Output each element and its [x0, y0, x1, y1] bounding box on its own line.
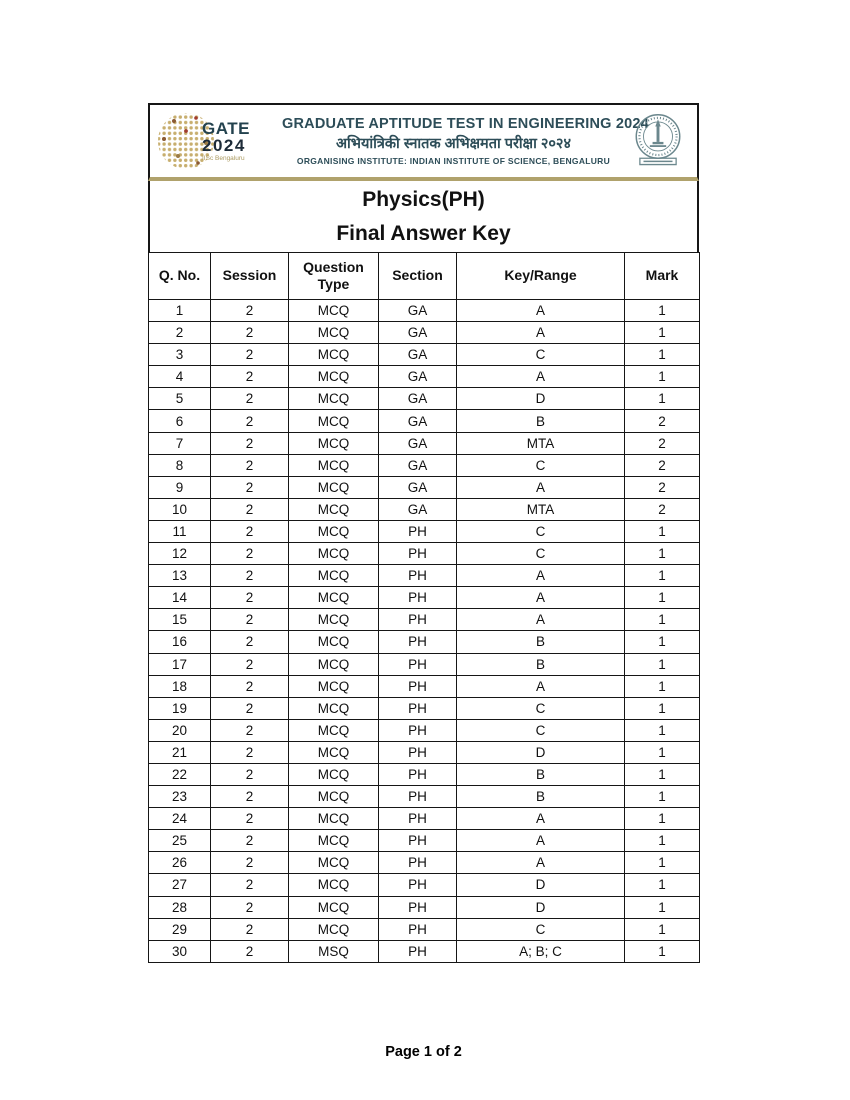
table-row [149, 410, 700, 432]
table-cell: 2 [211, 388, 289, 410]
table-cell: GA [379, 344, 457, 366]
table-cell: 10 [149, 498, 211, 520]
table-row [149, 786, 700, 808]
table-row [149, 763, 700, 785]
table-cell: 20 [149, 719, 211, 741]
table-cell: A [457, 609, 625, 631]
table-cell: C [457, 454, 625, 476]
table-row [149, 587, 700, 609]
table-cell: 2 [211, 940, 289, 962]
table-row [149, 565, 700, 587]
table-cell: 1 [625, 388, 700, 410]
table-row [149, 543, 700, 565]
table-cell: 2 [625, 476, 700, 498]
table-cell: 1 [625, 300, 700, 322]
table-cell: A [457, 830, 625, 852]
table-cell: GA [379, 410, 457, 432]
table-cell: 14 [149, 587, 211, 609]
gate-logo-subtitle: IISc Bengaluru [202, 154, 245, 162]
table-cell: PH [379, 786, 457, 808]
table-cell: MCQ [289, 697, 379, 719]
table-cell: 15 [149, 609, 211, 631]
table-cell: MCQ [289, 476, 379, 498]
table-cell: 1 [625, 366, 700, 388]
table-cell: PH [379, 808, 457, 830]
table-cell: 2 [211, 454, 289, 476]
table-cell: PH [379, 874, 457, 896]
table-cell: C [457, 520, 625, 542]
table-cell: 2 [211, 808, 289, 830]
table-cell: 2 [211, 675, 289, 697]
table-cell: MCQ [289, 543, 379, 565]
table-cell: 2 [211, 476, 289, 498]
table-cell: MCQ [289, 322, 379, 344]
table-cell: MCQ [289, 763, 379, 785]
table-row [149, 808, 700, 830]
answer-key-table-body [149, 300, 700, 963]
table-header-row [149, 253, 700, 300]
table-cell: 2 [211, 498, 289, 520]
table-cell: 17 [149, 653, 211, 675]
table-cell: GA [379, 366, 457, 388]
table-cell: A [457, 476, 625, 498]
table-cell: A [457, 808, 625, 830]
table-cell: MCQ [289, 565, 379, 587]
table-cell: MSQ [289, 940, 379, 962]
table-row [149, 896, 700, 918]
table-cell: 1 [625, 631, 700, 653]
table-cell: D [457, 896, 625, 918]
table-cell: MCQ [289, 852, 379, 874]
table-row [149, 498, 700, 520]
table-cell: MTA [457, 498, 625, 520]
answer-key-document [148, 103, 699, 963]
answer-key-table [148, 252, 700, 963]
exam-title: GRADUATE APTITUDE TEST IN ENGINEERING 2024 [282, 116, 649, 132]
page-number: Page 1 of 2 [385, 1044, 462, 1060]
table-cell: 1 [625, 609, 700, 631]
column-header-session: Session [211, 253, 289, 300]
table-cell: 28 [149, 896, 211, 918]
table-cell: D [457, 388, 625, 410]
table-cell: MCQ [289, 587, 379, 609]
table-row [149, 609, 700, 631]
table-cell: 1 [625, 520, 700, 542]
exam-title-hindi: अभियांत्रिकी स्नातक अभिक्षमता परीक्षा २०२४ [335, 136, 572, 152]
table-row [149, 653, 700, 675]
table-cell: PH [379, 852, 457, 874]
table-cell: 30 [149, 940, 211, 962]
table-cell: 2 [211, 609, 289, 631]
table-cell: 2 [211, 653, 289, 675]
table-cell: PH [379, 697, 457, 719]
table-cell: MCQ [289, 653, 379, 675]
table-cell: A [457, 675, 625, 697]
answer-key-table-head [149, 253, 700, 300]
table-cell: 2 [211, 410, 289, 432]
table-cell: D [457, 874, 625, 896]
table-row [149, 432, 700, 454]
table-row [149, 874, 700, 896]
table-cell: 2 [211, 587, 289, 609]
column-header-mark: Mark [625, 253, 700, 300]
gate-2024-logo [156, 109, 278, 173]
table-cell: C [457, 344, 625, 366]
table-cell: 2 [211, 741, 289, 763]
table-cell: 2 [211, 896, 289, 918]
table-cell: 2 [211, 874, 289, 896]
table-cell: 1 [625, 763, 700, 785]
table-cell: 2 [149, 322, 211, 344]
table-cell: 2 [211, 631, 289, 653]
table-row [149, 300, 700, 322]
table-cell: 3 [149, 344, 211, 366]
column-header-qtype: Question Type [289, 253, 379, 300]
table-cell: 2 [211, 432, 289, 454]
table-cell: B [457, 786, 625, 808]
table-cell: GA [379, 432, 457, 454]
table-cell: 4 [149, 366, 211, 388]
table-cell: MCQ [289, 410, 379, 432]
table-cell: B [457, 653, 625, 675]
table-cell: 29 [149, 918, 211, 940]
table-cell: PH [379, 896, 457, 918]
table-cell: 19 [149, 697, 211, 719]
gate-logo-title: GATE [202, 118, 250, 138]
table-cell: 8 [149, 454, 211, 476]
table-cell: PH [379, 719, 457, 741]
table-cell: PH [379, 520, 457, 542]
table-cell: 2 [625, 498, 700, 520]
table-cell: 2 [211, 918, 289, 940]
table-cell: PH [379, 587, 457, 609]
table-cell: GA [379, 454, 457, 476]
table-row [149, 918, 700, 940]
table-cell: 7 [149, 432, 211, 454]
table-cell: 5 [149, 388, 211, 410]
table-cell: GA [379, 498, 457, 520]
table-cell: PH [379, 543, 457, 565]
document-title-block [148, 181, 699, 252]
table-cell: 1 [625, 852, 700, 874]
table-cell: MCQ [289, 918, 379, 940]
organising-institute-line: ORGANISING INSTITUTE: INDIAN INSTITUTE OF SCIENCE, BENGALURU [296, 156, 611, 166]
table-cell: MCQ [289, 896, 379, 918]
table-cell: B [457, 763, 625, 785]
table-row [149, 830, 700, 852]
table-cell: MCQ [289, 631, 379, 653]
table-cell: MCQ [289, 609, 379, 631]
subject-title: Physics(PH) [362, 188, 485, 211]
table-cell: C [457, 918, 625, 940]
gate-logo-year: 2024 [202, 135, 246, 155]
table-row [149, 675, 700, 697]
table-cell: 1 [625, 543, 700, 565]
table-cell: 2 [211, 543, 289, 565]
table-cell: 2 [625, 410, 700, 432]
table-cell: PH [379, 940, 457, 962]
header-titles [282, 116, 649, 166]
table-row [149, 940, 700, 962]
table-cell: MCQ [289, 498, 379, 520]
column-header-section: Section [379, 253, 457, 300]
table-cell: 1 [625, 344, 700, 366]
table-row [149, 852, 700, 874]
table-row [149, 366, 700, 388]
table-cell: 9 [149, 476, 211, 498]
table-cell: GA [379, 388, 457, 410]
table-row [149, 631, 700, 653]
table-cell: 23 [149, 786, 211, 808]
table-row [149, 697, 700, 719]
table-cell: 16 [149, 631, 211, 653]
table-cell: MCQ [289, 786, 379, 808]
table-cell: 2 [211, 300, 289, 322]
table-cell: 27 [149, 874, 211, 896]
table-cell: A; B; C [457, 940, 625, 962]
table-cell: MCQ [289, 874, 379, 896]
table-cell: PH [379, 675, 457, 697]
column-header-qno: Q. No. [149, 253, 211, 300]
table-cell: 2 [211, 763, 289, 785]
table-cell: PH [379, 763, 457, 785]
table-cell: 1 [625, 896, 700, 918]
table-cell: GA [379, 476, 457, 498]
table-cell: GA [379, 322, 457, 344]
table-cell: 2 [211, 520, 289, 542]
table-cell: MCQ [289, 520, 379, 542]
table-row [149, 454, 700, 476]
table-cell: C [457, 697, 625, 719]
table-cell: MCQ [289, 741, 379, 763]
table-cell: 1 [625, 874, 700, 896]
table-cell: 2 [211, 366, 289, 388]
table-cell: 1 [625, 697, 700, 719]
table-cell: A [457, 565, 625, 587]
table-cell: 1 [625, 322, 700, 344]
table-cell: MCQ [289, 432, 379, 454]
gate-logo-text [202, 120, 250, 163]
table-cell: 2 [211, 852, 289, 874]
table-cell: MCQ [289, 830, 379, 852]
table-cell: A [457, 366, 625, 388]
table-cell: 18 [149, 675, 211, 697]
table-cell: 1 [625, 786, 700, 808]
table-cell: MCQ [289, 344, 379, 366]
table-cell: PH [379, 609, 457, 631]
table-cell: MCQ [289, 366, 379, 388]
table-cell: 1 [625, 675, 700, 697]
table-cell: A [457, 852, 625, 874]
table-cell: D [457, 741, 625, 763]
table-cell: 6 [149, 410, 211, 432]
table-cell: 1 [625, 719, 700, 741]
table-cell: 26 [149, 852, 211, 874]
table-cell: 2 [211, 322, 289, 344]
table-cell: 2 [211, 830, 289, 852]
table-cell: 12 [149, 543, 211, 565]
table-cell: A [457, 587, 625, 609]
table-row [149, 388, 700, 410]
table-cell: PH [379, 918, 457, 940]
table-cell: 21 [149, 741, 211, 763]
table-cell: 2 [211, 697, 289, 719]
table-cell: B [457, 410, 625, 432]
table-cell: 1 [625, 918, 700, 940]
table-cell: MCQ [289, 388, 379, 410]
table-cell: MCQ [289, 808, 379, 830]
table-cell: MCQ [289, 300, 379, 322]
table-cell: C [457, 719, 625, 741]
table-row [149, 741, 700, 763]
table-cell: GA [379, 300, 457, 322]
table-cell: PH [379, 741, 457, 763]
table-cell: PH [379, 565, 457, 587]
table-row [149, 719, 700, 741]
table-cell: PH [379, 631, 457, 653]
document-header [148, 103, 699, 181]
table-row [149, 476, 700, 498]
table-cell: 11 [149, 520, 211, 542]
table-cell: 24 [149, 808, 211, 830]
table-cell: 1 [625, 653, 700, 675]
table-cell: PH [379, 830, 457, 852]
table-cell: 1 [625, 565, 700, 587]
table-cell: 1 [625, 587, 700, 609]
table-cell: 1 [625, 741, 700, 763]
table-cell: 1 [149, 300, 211, 322]
table-cell: B [457, 631, 625, 653]
table-cell: 1 [625, 808, 700, 830]
table-cell: MTA [457, 432, 625, 454]
table-cell: 2 [625, 432, 700, 454]
table-cell: 25 [149, 830, 211, 852]
table-row [149, 520, 700, 542]
table-cell: A [457, 300, 625, 322]
table-cell: 2 [211, 719, 289, 741]
iisc-seal-icon [629, 111, 687, 171]
table-cell: 2 [211, 786, 289, 808]
table-cell: 2 [211, 565, 289, 587]
table-cell: PH [379, 653, 457, 675]
column-header-keyrange: Key/Range [457, 253, 625, 300]
table-row [149, 344, 700, 366]
table-cell: C [457, 543, 625, 565]
table-cell: 22 [149, 763, 211, 785]
table-cell: MCQ [289, 454, 379, 476]
table-row [149, 322, 700, 344]
table-cell: 1 [625, 940, 700, 962]
page-title: Final Answer Key [336, 222, 511, 245]
table-cell: A [457, 322, 625, 344]
table-cell: 2 [625, 454, 700, 476]
table-cell: MCQ [289, 675, 379, 697]
table-cell: 13 [149, 565, 211, 587]
table-cell: 1 [625, 830, 700, 852]
table-cell: MCQ [289, 719, 379, 741]
table-cell: 2 [211, 344, 289, 366]
